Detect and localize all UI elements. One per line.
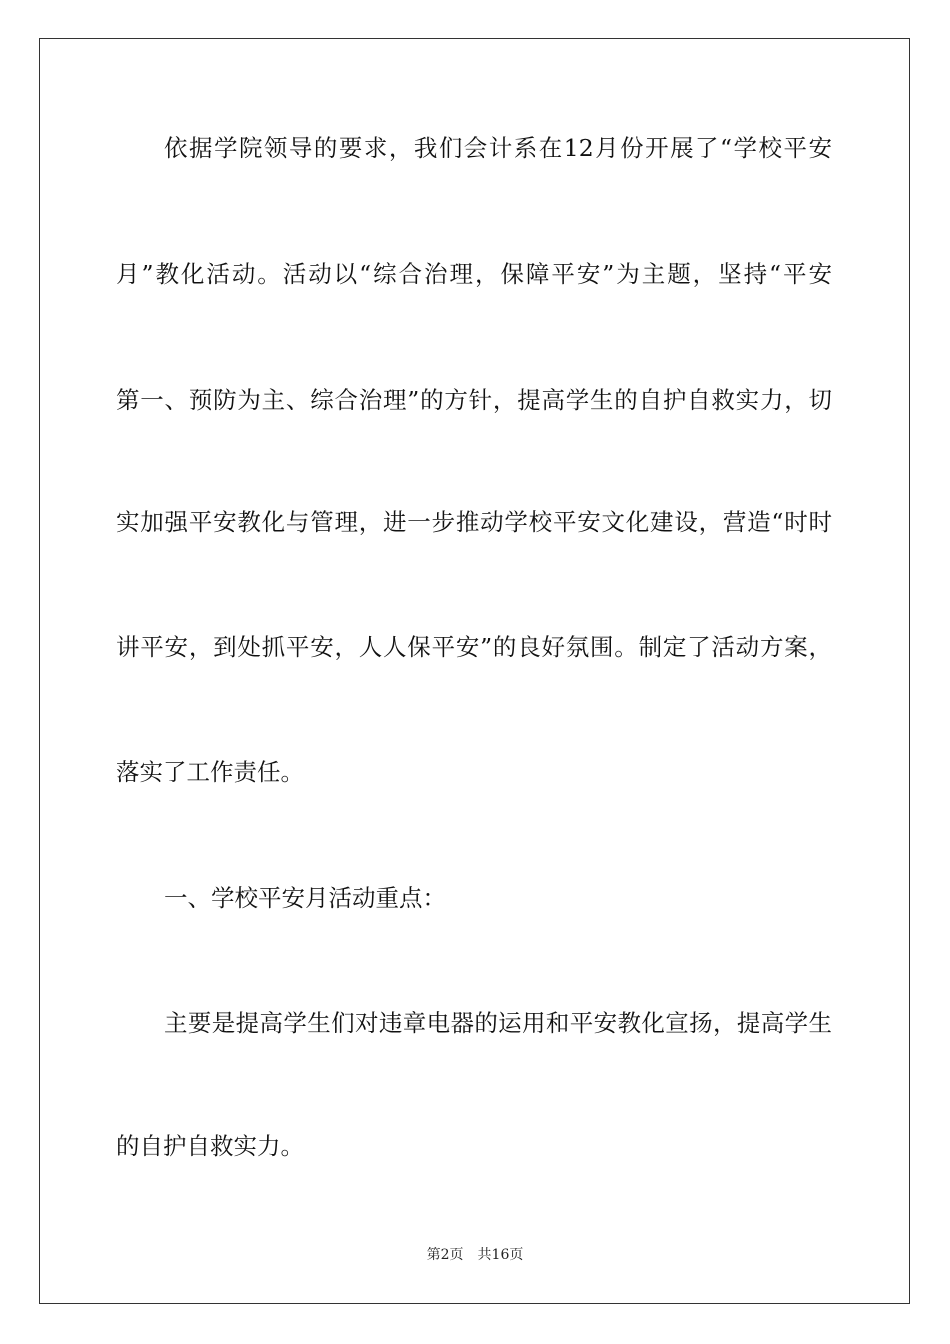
page-border bbox=[39, 38, 910, 1304]
paragraph-2-line-1: 主要是提高学生们对违章电器的运用和平安教化宣扬，提高学生 bbox=[164, 1009, 832, 1037]
paragraph-1-line-4: 实加强平安教化与管理，进一步推动学校平安文化建设，营造“时时 bbox=[116, 508, 832, 536]
paragraph-2-line-2: 的自护自救实力。 bbox=[116, 1132, 304, 1160]
section-heading: 一、学校平安月活动重点： bbox=[164, 884, 446, 912]
paragraph-1-line-3: 第一、预防为主、综合治理”的方针，提高学生的自护自救实力，切 bbox=[116, 386, 832, 414]
paragraph-1-line-6: 落实了工作责任。 bbox=[116, 758, 304, 786]
paragraph-1-line-5: 讲平安，到处抓平安，人人保平安”的良好氛围。制定了活动方案， bbox=[116, 633, 832, 661]
page-number: 第2页 共16页 bbox=[426, 1247, 524, 1263]
paragraph-1-line-2: 月”教化活动。活动以“综合治理，保障平安”为主题，坚持“平安 bbox=[116, 260, 832, 288]
paragraph-1-line-1: 依据学院领导的要求，我们会计系在12月份开展了“学校平安 bbox=[164, 134, 832, 162]
